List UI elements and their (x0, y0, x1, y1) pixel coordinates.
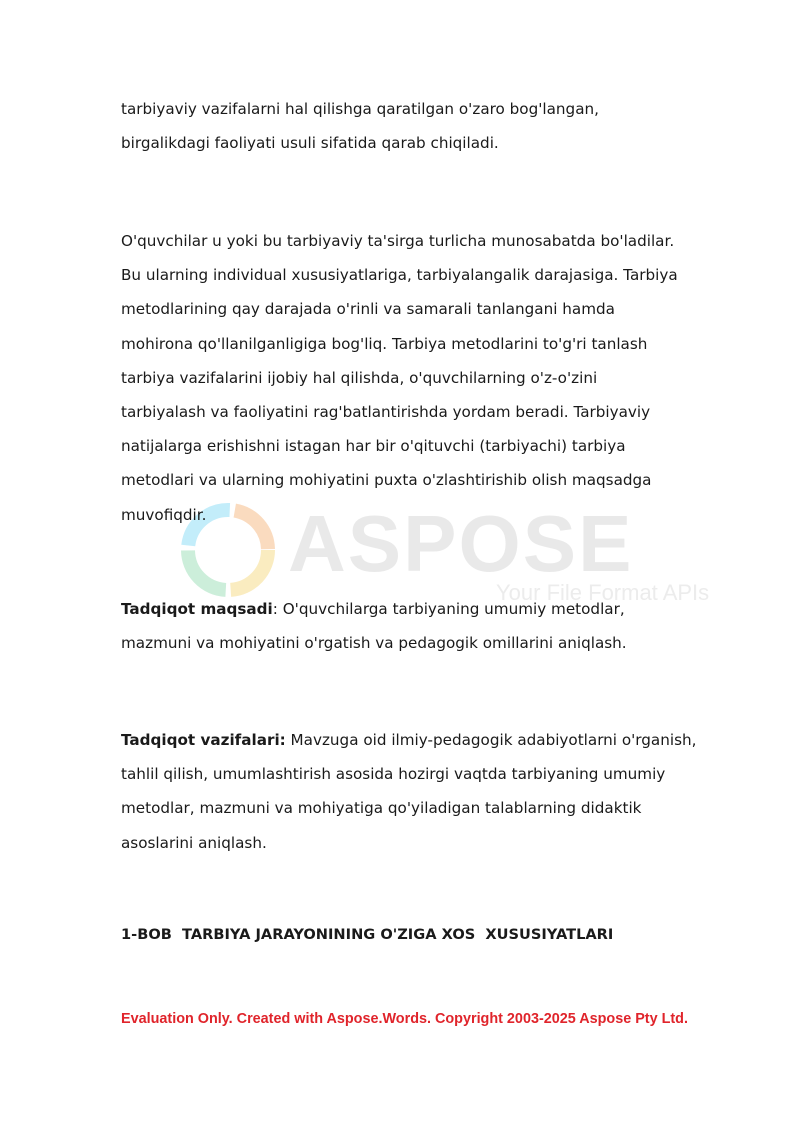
text-line: birgalikdagi faoliyati usuli sifatida qarab chiqiladi. (121, 134, 499, 153)
paragraph-research-goal (121, 592, 701, 660)
text-line: tarbiyaviy vazifalarni hal qilishga qaratilgan o'zaro bog'langan, (121, 100, 599, 118)
text-line: metodlar, mazmuni va mohiyatiga qo'yiladigan talablarning didaktik (121, 799, 642, 818)
text-line: tahlil qilish, umumlashtirish asosida hozirgi vaqtda tarbiyaning umumiy (121, 765, 666, 784)
text-line: tarbiya vazifalarini ijobiy hal qilishda, o'quvchilarning o'z-o'zini (121, 368, 598, 387)
text-line: metodlari va ularning mohiyatini puxta o'zlashtirishib olish maqsadga (121, 471, 652, 490)
text-line: mohirona qo'llanilganligiga bog'liq. Tarbiya metodlarini to'g'ri tanlash (121, 334, 648, 353)
text-line: asoslarini aniqlash. (121, 833, 267, 852)
text-line (121, 723, 701, 757)
text-line: mazmuni va mohiyatini o'rgatish va pedagogik omillarini aniqlash. (121, 634, 627, 653)
text-line: tarbiyalash va faoliyatini rag'batlantirishda yordam beradi. Tarbiyaviy (121, 403, 651, 422)
chapter-heading: 1-BOB TARBIYA JARAYONINING O'ZIGA XOS XUSUSIYATLARI (121, 926, 614, 943)
watermark-text: ASPOSE (288, 499, 634, 588)
text-line: muvofiqdir. (121, 505, 207, 524)
research-goal-text: : O'quvchilarga tarbiyaning umumiy metodlar, (272, 600, 625, 618)
research-goal-label: Tadqiqot maqsadi (121, 600, 273, 618)
research-tasks-label: Tadqiqot vazifalari: (121, 731, 286, 749)
text-line: O'quvchilar u yoki bu tarbiyaviy ta'sirga turlicha munosabatda bo'ladilar. (121, 232, 675, 250)
text-line: metodlarining qay darajada o'rinli va samarali tanlangani hamda (121, 300, 615, 319)
text-line (121, 592, 701, 626)
watermark-subtext: Your File Format APIs (496, 580, 710, 605)
text-line: natijalarga erishishni istagan har bir o'qituvchi (tarbiyachi) tarbiya (121, 437, 626, 456)
paragraph-methods (121, 224, 701, 532)
evaluation-footer: Evaluation Only. Created with Aspose.Words. Copyright 2003-2025 Aspose Pty Ltd. (121, 1011, 688, 1027)
research-tasks-text: Mavzuga oid ilmiy-pedagogik adabiyotlarni o'rganish, (285, 731, 697, 749)
text-line: Bu ularning individual xususiyatlariga, tarbiyalangalik darajasiga. Tarbiya (121, 266, 678, 285)
paragraph-research-tasks (121, 723, 701, 860)
paragraph-intro (121, 92, 701, 160)
